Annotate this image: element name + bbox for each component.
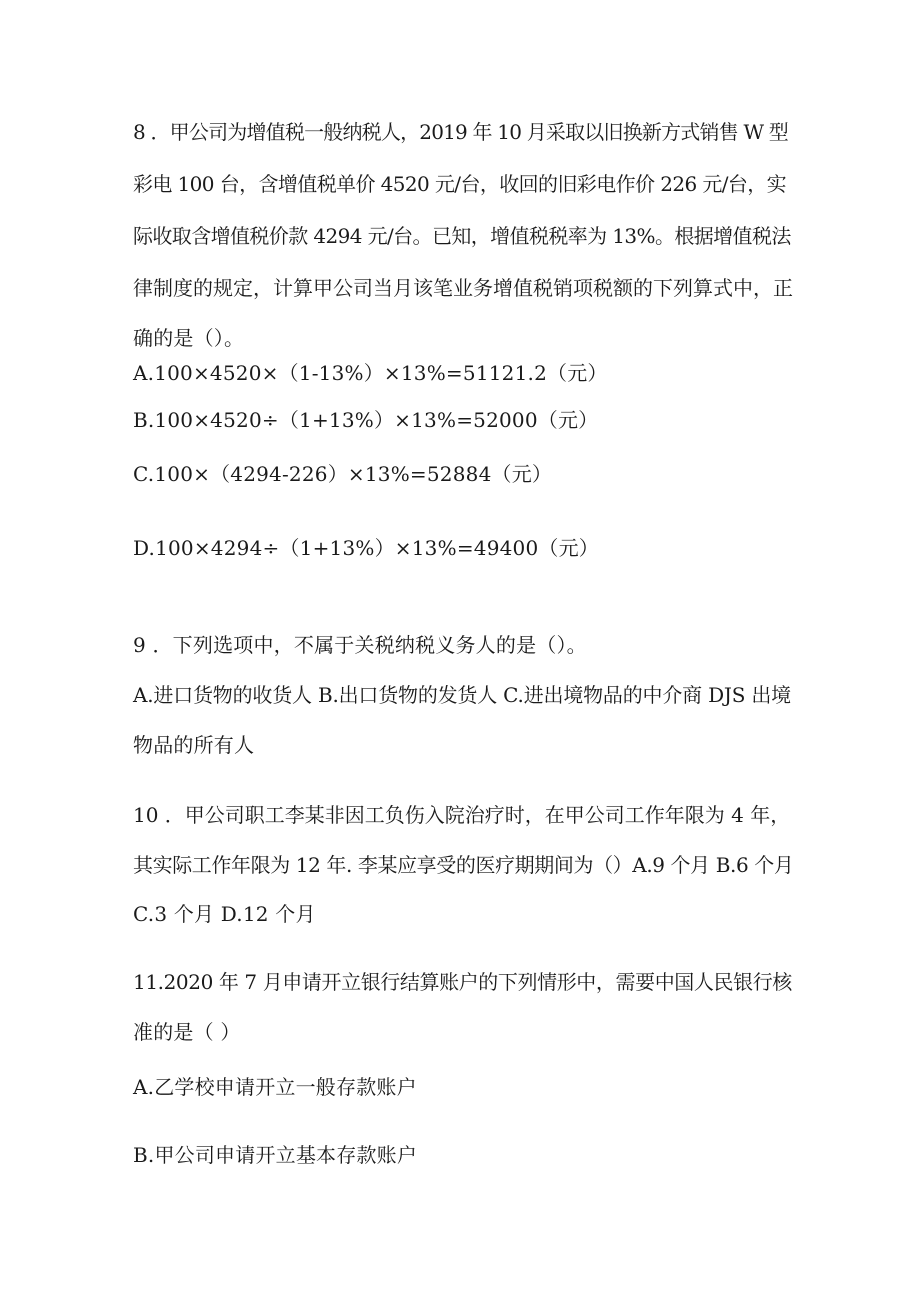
question-8-line-3: 际收取含增值税价款 4294 元/台。已知，增值税税率为 13%。根据增值税法: [133, 224, 791, 248]
question-9-line-1: 9 ．下列选项中，不属于关税纳税义务人的是（）。: [133, 633, 587, 657]
question-8-line-1: 8 ．甲公司为增值税一般纳税人，2019 年 10 月采取以旧换新方式销售 W 型: [133, 120, 788, 144]
question-8-option-d: D.100×4294÷（1+13%）×13%=49400（元）: [133, 536, 599, 560]
question-8-option-a: A.100×4520×（1-13%）×13%=51121.2（元）: [133, 361, 608, 385]
question-11-option-a: A.乙学校申请开立一般存款账户: [133, 1075, 417, 1099]
question-8-line-5: 确的是（）。: [133, 326, 245, 350]
question-11-line-2: 准的是（ ）: [133, 1020, 241, 1044]
question-8-line-2: 彩电 100 台，含增值税单价 4520 元/台，收回的旧彩电作价 226 元/台，实: [133, 172, 787, 196]
question-9-line-2: A.进口货物的收货人 B.出口货物的发货人 C.进出境物品的中介商 DJS 出境: [133, 683, 791, 707]
question-11-line-1: 11.2020 年 7 月申请开立银行结算账户的下列情形中，需要中国人民银行核: [133, 970, 792, 994]
question-10-line-1: 10 ．甲公司职工李某非因工负伤入院治疗时，在甲公司工作年限为 4 年，: [133, 803, 791, 827]
question-10-line-2: 其实际工作年限为 12 年. 李某应享受的医疗期期间为（）A.9 个月 B.6 个月: [133, 853, 794, 877]
question-8-line-4: 律制度的规定，计算甲公司当月该笔业务增值税销项税额的下列算式中，正: [133, 276, 793, 300]
question-9-line-3: 物品的所有人: [133, 733, 255, 757]
question-8-option-c: C.100×（4294-226）×13%=52884（元）: [133, 462, 553, 486]
question-10-line-3: C.3 个月 D.12 个月: [133, 902, 316, 926]
question-8-option-b: B.100×4520÷（1+13%）×13%=52000（元）: [133, 408, 599, 432]
question-11-option-b: B.甲公司申请开立基本存款账户: [133, 1143, 418, 1167]
